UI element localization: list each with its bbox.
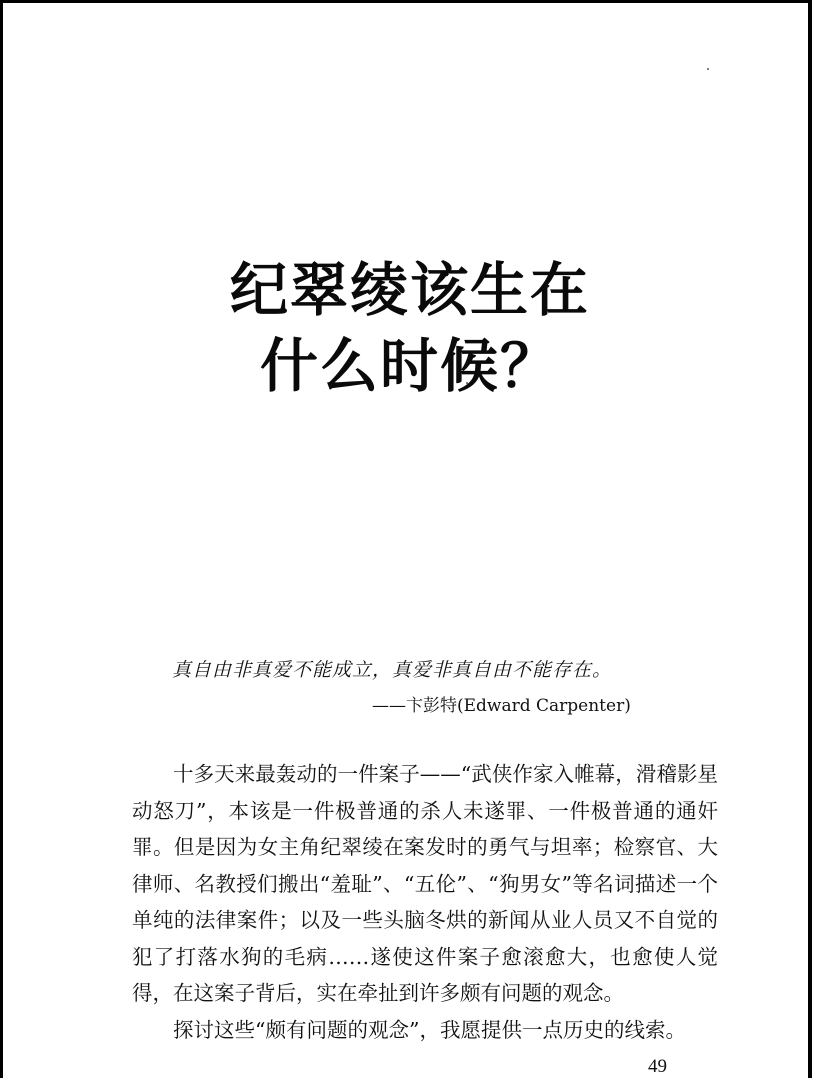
epigraph-quote: 真自由非真爱不能成立，真爱非真自由不能存在。 bbox=[172, 659, 613, 681]
chapter-title-line-1: 纪翠绫该生在 bbox=[229, 256, 590, 324]
body-paragraph: 十多天来最轰动的一件案子——“武侠作家入帷幕，滑稽影星动怒刀”，本该是一件极普通的杀人未遂罪、一件极普通的通奸罪。但是因为女主角纪翠绫在案发时的勇气与坦率；检察官、大律师、名教授们搬出“羞耻”、“五伦”、“狗男女”等名词描述一个单纯的法律案件；以及一些头脑冬烘的新闻从业人员又不自觉的犯了打落水狗的毛病……遂使这件案子愈滚愈大，也愈使人觉得，在这案子背后，实在牵扯到许多颇有问题的观念。 bbox=[132, 762, 718, 1005]
page-border-top bbox=[0, 0, 812, 3]
scan-speck bbox=[707, 68, 709, 70]
page-border-left bbox=[0, 0, 3, 1078]
page-border-right bbox=[808, 0, 812, 1078]
body-text bbox=[132, 756, 718, 1048]
body-paragraph: 探讨这些“颇有问题的观念”，我愿提供一点历史的线索。 bbox=[173, 1017, 686, 1042]
chapter-title-line-2: 什么时候？ bbox=[259, 332, 560, 400]
page-number: 49 bbox=[648, 1056, 667, 1077]
chapter-title bbox=[150, 252, 670, 404]
epigraph-attribution: ——卞彭特(Edward Carpenter) bbox=[372, 696, 631, 716]
